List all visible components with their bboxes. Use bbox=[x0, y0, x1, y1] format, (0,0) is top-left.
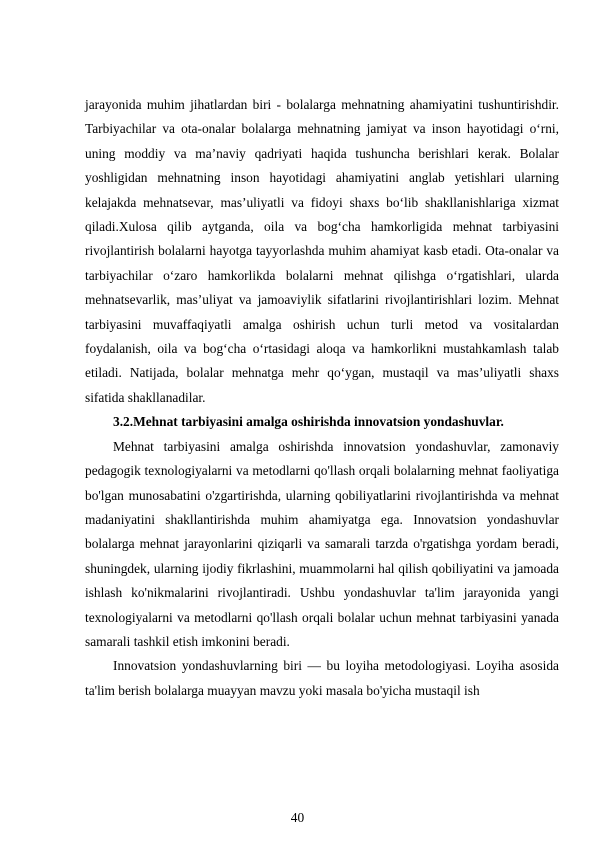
section-heading: 3.2.Mehnat tarbiyasini amalga oshirishda innovatsion yondashuvlar. bbox=[113, 414, 504, 430]
paragraph-innovative-approaches: Mehnat tarbiyasini amalga oshirishda innovatsion yondashuvlar, zamonaviy pedagogik texnologiyalarni va metodlarni qo'llash orqali bolalarning mehnat faoliyatiga bo'lgan munosabatini o'zgartirishda, ularning qobiliyatlarini rivojlantirishda va mehnat madaniyatini shakllantirishda muhim ahamiyatga ega. Innovatsion yondashuvlar bolalarga mehnat jarayonlarini qiziqarli va samarali tarzda o'rgatishga yordam beradi, shuningdek, ularning ijodiy fikrlashini, muammolarni hal qilish qobiliyatini va jamoada ishlash ko'nikmalarini rivojlantiradi. Ushbu yondashuvlar ta'lim jarayonida yangi texnologiyalarni va metodlarni qo'llash orqali bolalar uchun mehnat tarbiyasini yanada samarali tashkil etish imkonini beradi. bbox=[85, 438, 559, 649]
document-page bbox=[85, 93, 559, 703]
paragraph-continuation: jarayonida muhim jihatlardan biri - bolalarga mehnatning ahamiyatini tushuntirishdir. Tarbiyachilar va ota-onalar bolalarga mehnatning jamiyat va inson hayotidagi o‘rni, uning moddiy va ma’naviy qadriyati haqida tushuncha berishlari kerak. Bolalar yoshligidan mehnatning inson hayotidagi ahamiyatini anglab yetishlari ularning kelajakda mehnatsevar, mas’uliyatli va fidoyi shaxs bo‘lib shakllanishlariga xizmat qiladi.Xulosa qilib aytganda, oila va bog‘cha hamkorligida mehnat tarbiyasini rivojlantirish bolalarni hayotga tayyorlashda muhim ahamiyat kasb etadi. Ota-onalar va tarbiyachilar o‘zaro hamkorlikda bolalarni mehnat qilishga o‘rgatishlari, ularda mehnatsevarlik, mas’uliyat va jamoaviylik sifatlarini rivojlantirishlari lozim. Mehnat tarbiyasini muvaffaqiyatli amalga oshirish uchun turli metod va vositalardan foydalanish, oila va bog‘cha o‘rtasidagi aloqa va hamkorlikni mustahkamlash talab etiladi. Natijada, bolalar mehnatga mehr qo‘ygan, mustaqil va mas’uliyatli shaxs sifatida shakllanadilar. bbox=[85, 97, 559, 405]
page-number: 40 bbox=[290, 810, 305, 825]
paragraph-project-method: Innovatsion yondashuvlarning biri — bu loyiha metodologiyasi. Loyiha asosida ta'lim berish bolalarga muayyan mavzu yoki masala bo'yicha mustaqil ish bbox=[85, 658, 559, 698]
